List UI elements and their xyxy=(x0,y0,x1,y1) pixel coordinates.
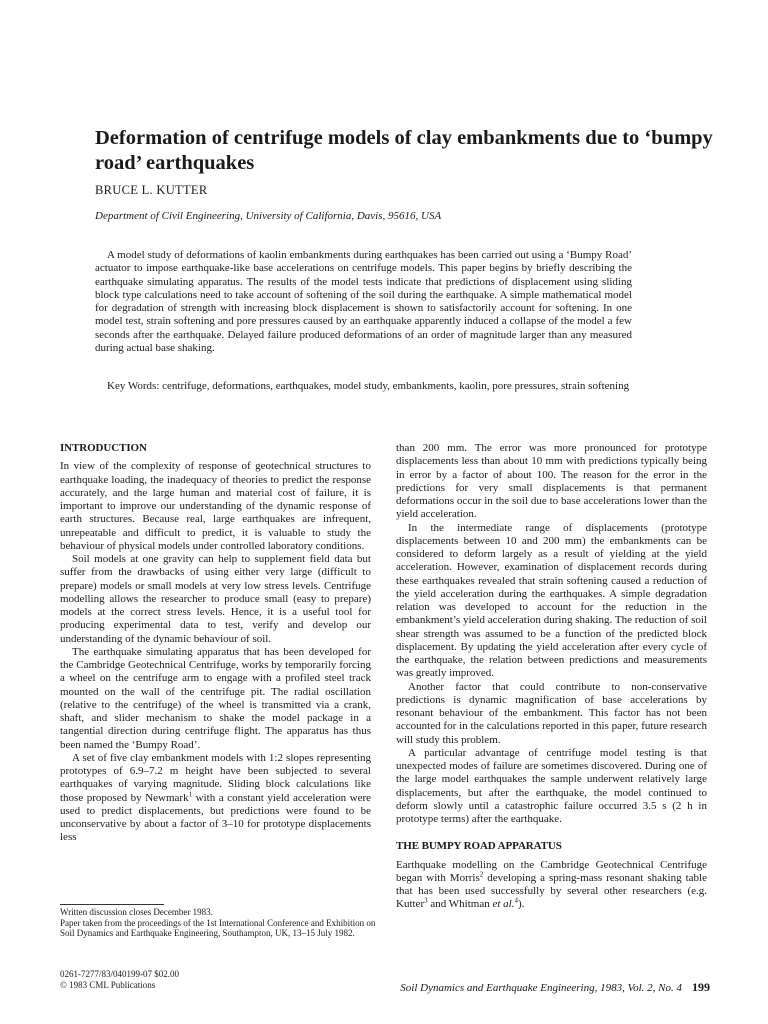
paragraph-text: ). xyxy=(517,898,525,911)
paragraph: Soil models at one gravity can help to supplement field data but suffer from the drawbacks of using either very large (difficult to prepare) models or small models at very low stress levels. Centrifuge modelling allows the researcher to produce small (easy to prepare) models at the correct stress levels. Hence, it is a useful tool for producing experimental data to test, verify and develop our understanding of the dynamic behaviour of soil. xyxy=(60,553,371,645)
footnotes xyxy=(60,907,380,939)
right-column xyxy=(396,442,707,912)
keywords: Key Words: centrifuge, deformations, earthquakes, model study, embankments, kaolin, pore pressures, strain softening xyxy=(107,380,630,392)
paragraph xyxy=(60,752,371,845)
author-affiliation: Department of Civil Engineering, University of California, Davis, 95616, USA xyxy=(95,210,442,222)
reference-superscript: 3 xyxy=(424,896,428,905)
paragraph-text: with a constant yield acceleration were used to predict displacements, but predictions were found to be unconservative by about a factor of 3–10 for prototype displacements less xyxy=(60,791,372,844)
footer-journal-line xyxy=(340,980,710,995)
paragraph xyxy=(396,859,707,912)
reference-superscript: 4 xyxy=(514,896,518,905)
paragraph: In the intermediate range of displacements (prototype displacements between 10 and 200 mm) the embankments can be considered to deform largely as a result of yielding at the yield acceleration. However, examination of displacement records during these earthquakes revealed that strain softening caused a reduction of the yield acceleration during the earthquakes. A simple degradation relation was developed to account for the reduction in the embankment’s yield acceleration during shaking. The reduction of soil shear strength was assumed to be a function of the predicted block displacement. By updating the yield acceleration after every cycle of the earthquake, the relation between predictions and measurements was greatly improved. xyxy=(396,521,707,680)
paragraph-text: developing a spring-mass resonant shaking table that has been used successfully by several other researchers (e.g. Kutter xyxy=(396,871,707,911)
paragraph: The earthquake simulating apparatus that has been developed for the Cambridge Geotechnical Centrifuge, works by temporarily forcing a wheel on the centrifuge arm to engage with a profiled steel track mounted on the wall of the centrifuge pit. The radial oscillation (relative to the centrifuge) of the wheel is transmitted via a crank, shaft, and slider mechanism to shake the model package in a tangential direction during centrifuge flight. The apparatus has thus been named the ‘Bumpy Road’. xyxy=(60,645,371,751)
left-column xyxy=(60,442,371,845)
paragraph: Another factor that could contribute to non-conservative predictions is dynamic magnification of base accelerations by resonant behaviour of the embankment. This factor has not been accounted for in the calculations reported in this paper, future research will study this problem. xyxy=(396,680,707,746)
paragraph: than 200 mm. The error was more pronounced for prototype displacements less than about 10 mm with predictions typically being in error by a factor of about 100. The reason for the error in the predictions for very small displacements is that permanent deformations occur in the soil due to base accelerations lower than the yield acceleration. xyxy=(396,442,707,521)
reference-superscript: 1 xyxy=(188,789,193,798)
paragraph: In view of the complexity of response of geotechnical structures to earthquake loading, the inadequacy of theories to predict the response accurately, and the large human and material cost of failure, it is important to improve our understanding of the dynamic response of earth structures. Because real, large earthquakes are infrequent, unrepeatable and difficult to predict, it is valuable to study the behaviour of physical models under controlled laboratory conditions. xyxy=(60,460,371,552)
abstract-text: A model study of deformations of kaolin embankments during earthquakes has been carried out using a ‘Bumpy Road’ actuator to impose earthquake-like base accelerations on centrifuge models. This paper begins by briefly describing the earthquake simulating apparatus. The results of the model tests indicate that predictions of displacement using sliding block type calculations need to take account of softening of the soil during the earthquake. A simple mathematical model for degradation of strength with increasing block displacement is shown to satisfactorily account for softening. In one model test, strain softening and pore pressures caused by an earthquake apparently induced a collapse of the model a few seconds after the earthquake. Delayed failure produced deformations of an order of magnitude larger than any measured during actual base shaking. xyxy=(95,249,632,355)
section-heading-introduction: INTRODUCTION xyxy=(60,442,147,454)
footnote-source: Paper taken from the proceedings of the 1st International Conference and Exhibition on Soil Dynamics and Earthquake Engineering, Southampton, UK, 13–15 July 1982. xyxy=(60,917,376,939)
footer-publication-info xyxy=(60,969,300,990)
paragraph: A particular advantage of centrifuge model testing is that unexpected modes of failure are sometimes discovered. During one of the large model earthquakes the sample underwent relatively large displacements, but after the earthquake, the model continued to deform slowly until a catastrophic failure occurred 3.5 s (2 h in prototype terms) after the earthquake. xyxy=(396,746,707,825)
footnote-discussion: Written discussion closes December 1983. xyxy=(60,907,213,917)
reference-superscript: 2 xyxy=(479,870,484,879)
article-title: Deformation of centrifuge models of clay embankments due to ‘bumpy road’ earthquakes xyxy=(95,127,713,174)
paragraph-text: and Whitman xyxy=(427,898,493,911)
footer-copyright: © 1983 CML Publications xyxy=(60,979,156,990)
footer-code: 0261-7277/83/040199-07 $02.00 xyxy=(60,969,179,979)
section-heading-bumpy-road: THE BUMPY ROAD APPARATUS xyxy=(396,840,562,853)
paragraph-text: A set of five clay embankment models with 1:2 slopes representing prototypes of 6.9–7.2 m height have been subjected to several earthquakes of varying magnitude. Sliding block calculations like those proposed by Newmark xyxy=(60,751,371,804)
footnote-divider xyxy=(60,904,164,905)
et-al: et al. xyxy=(492,898,515,911)
paragraph-text: Earthquake modelling on the Cambridge Geotechnical Centrifuge began with Morris xyxy=(396,858,707,884)
author-name: BRUCE L. KUTTER xyxy=(95,183,208,197)
journal-citation: Soil Dynamics and Earthquake Engineering, 1983, Vol. 2, No. 4 xyxy=(400,982,682,994)
abstract xyxy=(95,249,632,355)
page-number: 199 xyxy=(692,980,710,994)
